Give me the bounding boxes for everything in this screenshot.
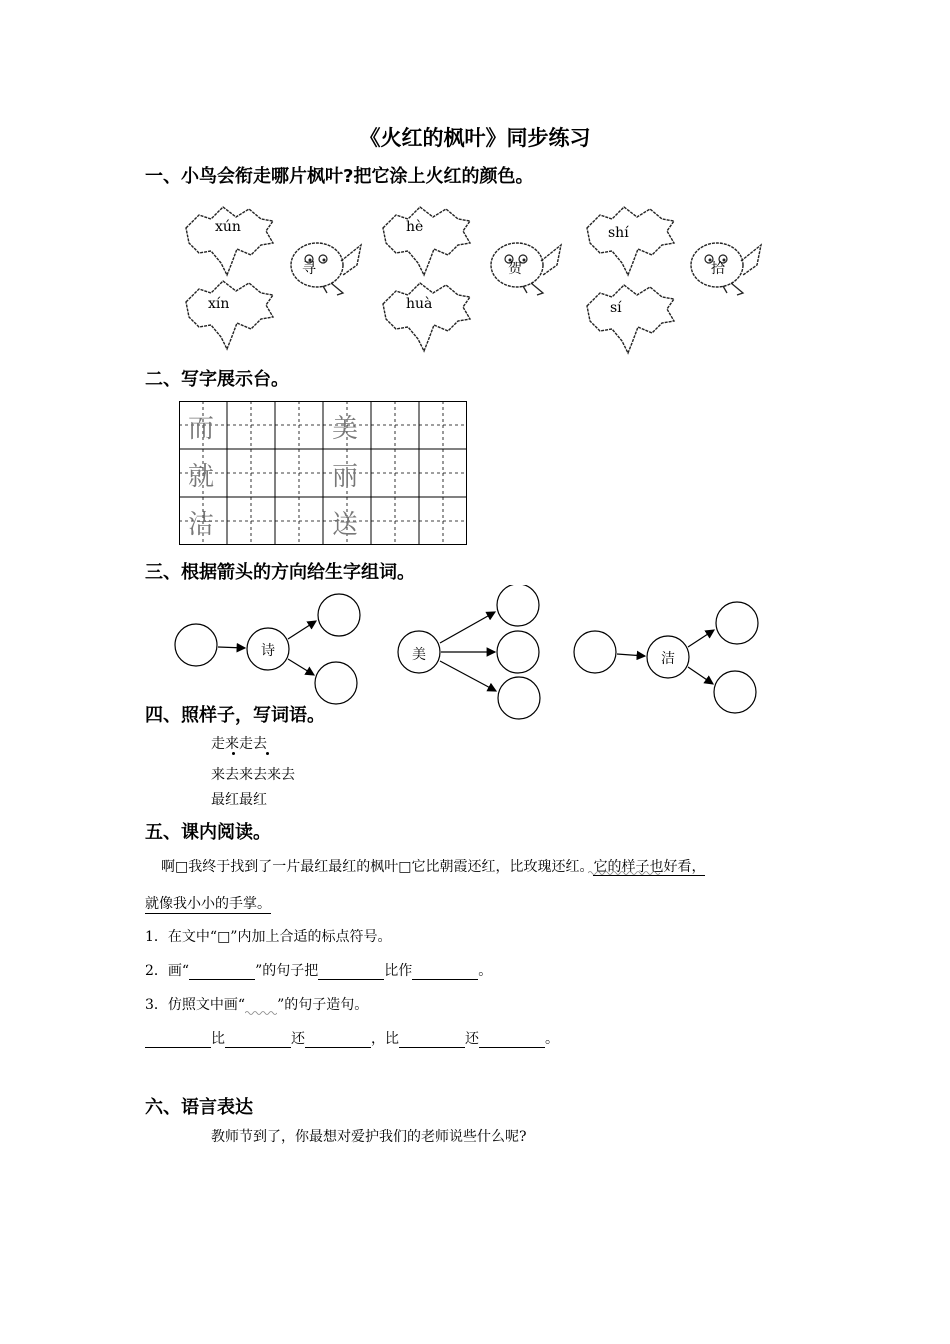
circle-3-top bbox=[716, 602, 758, 644]
section-6-prompt: 教师节到了，你最想对爱护我们的老师说些什么呢? bbox=[211, 1129, 527, 1145]
q3-part-a: 3．仿照文中画“ bbox=[145, 997, 246, 1013]
fill-sentence bbox=[145, 1028, 559, 1048]
question-1: 1．在文中“□”内加上合适的标点符号。 bbox=[145, 929, 392, 945]
leaf-3-bottom-pinyin: sí bbox=[610, 300, 622, 316]
q2-part-c: 比作 bbox=[384, 963, 413, 979]
grid-char-3: 就 bbox=[188, 462, 215, 492]
grid-char-5: 洁 bbox=[188, 510, 215, 540]
q2-part-a: 2．画“ bbox=[145, 963, 190, 979]
question-2 bbox=[145, 960, 492, 980]
circle-label-3: 洁 bbox=[661, 651, 675, 667]
fill-end: 。 bbox=[545, 1031, 559, 1047]
leaf-3-top bbox=[587, 207, 674, 275]
grid-char-6: 送 bbox=[332, 510, 359, 540]
q2-part-b: ”的句子把 bbox=[255, 963, 319, 979]
q2-blank-2[interactable] bbox=[318, 963, 384, 980]
leaf-1-top bbox=[186, 207, 273, 275]
page-title: 《火红的枫叶》同步练习 bbox=[359, 126, 591, 150]
leaf-1-bottom bbox=[186, 281, 273, 349]
passage-plain: 啊□我终于找到了一片最红最红的枫叶□它比朝霞还红，比玫瑰还红。 bbox=[161, 859, 594, 875]
leaf-3-top-pinyin: shí bbox=[608, 225, 629, 241]
section-5-heading: 五、课内阅读。 bbox=[145, 822, 271, 843]
question-3 bbox=[145, 994, 368, 1014]
circle-1-left bbox=[175, 624, 217, 666]
leaf-2-top bbox=[383, 207, 470, 275]
grid-char-4: 丽 bbox=[332, 462, 359, 492]
fill-word-bi: 比 bbox=[211, 1031, 225, 1047]
leaf-2-top-pinyin: hè bbox=[406, 219, 424, 235]
leaf-2-bottom bbox=[383, 283, 470, 351]
fill-blank-5[interactable] bbox=[479, 1031, 545, 1048]
q2-blank-3[interactable] bbox=[412, 963, 478, 980]
circle-3-bottom bbox=[714, 671, 756, 713]
circle-2-bottom bbox=[498, 677, 540, 719]
section-4-heading: 四、照样子，写词语。 bbox=[145, 705, 325, 726]
leaf-3-bottom bbox=[587, 285, 674, 353]
emphasis-dot bbox=[232, 752, 235, 755]
reading-passage-line-2: 就像我小小的手掌。 bbox=[145, 893, 271, 914]
q2-part-d: 。 bbox=[478, 963, 493, 979]
section-3-heading: 三、根据箭头的方向给生字组词。 bbox=[145, 562, 415, 583]
circle-2-middle bbox=[497, 631, 539, 673]
bird-3-char: 拾 bbox=[711, 261, 725, 277]
circle-1-top bbox=[318, 594, 360, 636]
grid-char-1: 而 bbox=[188, 414, 215, 444]
leaf-bird-illustration bbox=[175, 195, 775, 360]
circle-1-bottom bbox=[315, 662, 357, 704]
leaf-1-top-pinyin: xún bbox=[215, 219, 241, 235]
q3-wavy-sample bbox=[245, 997, 277, 1013]
fill-blank-3[interactable] bbox=[305, 1031, 371, 1048]
fill-word-comma-bi: ，比 bbox=[371, 1031, 399, 1047]
bird-3 bbox=[691, 243, 761, 295]
bird-1-char: 寻 bbox=[302, 261, 316, 277]
circle-label-1: 诗 bbox=[261, 643, 275, 659]
circle-label-2: 美 bbox=[412, 647, 426, 663]
writing-grid bbox=[179, 401, 469, 547]
leaf-2-bottom-pinyin: huà bbox=[406, 296, 433, 312]
fill-blank-4[interactable] bbox=[399, 1031, 465, 1048]
example-word-3: 最红最红 bbox=[211, 792, 267, 808]
circle-2-top bbox=[497, 585, 539, 626]
section-1-heading: 一、小鸟会衔走哪片枫叶?把它涂上火红的颜色。 bbox=[145, 166, 534, 187]
passage-underlined: 它的样子也好看， bbox=[593, 859, 706, 875]
bird-2-char: 贺 bbox=[508, 261, 522, 277]
q3-part-b: ”的句子造句。 bbox=[277, 997, 369, 1013]
fill-blank-2[interactable] bbox=[225, 1031, 291, 1048]
fill-word-hai: 还 bbox=[291, 1031, 305, 1047]
circle-3-left bbox=[574, 631, 616, 673]
example-word-2: 来去来去来去 bbox=[211, 767, 295, 783]
example-word-1: 走来走去 bbox=[211, 736, 267, 752]
leaf-1-bottom-pinyin: xín bbox=[208, 296, 230, 312]
wavy-underline bbox=[588, 870, 668, 876]
grid-char-2: 美 bbox=[332, 414, 359, 444]
q2-blank-1[interactable] bbox=[189, 963, 255, 980]
section-2-heading: 二、写字展示台。 bbox=[145, 369, 289, 390]
fill-blank-1[interactable] bbox=[145, 1031, 211, 1048]
section-6-heading: 六、语言表达 bbox=[145, 1097, 253, 1118]
emphasis-dot bbox=[266, 752, 269, 755]
fill-word-hai-2: 还 bbox=[465, 1031, 479, 1047]
bird-2 bbox=[491, 243, 561, 295]
